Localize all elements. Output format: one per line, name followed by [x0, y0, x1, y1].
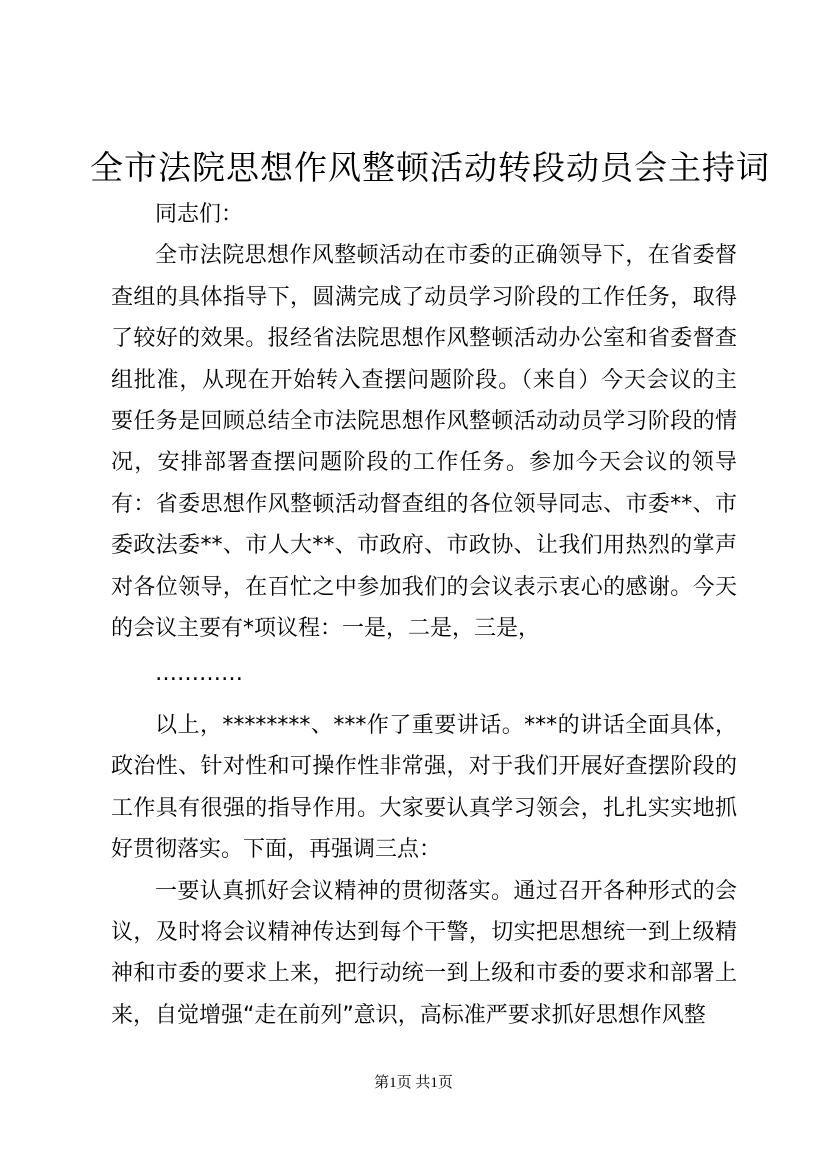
body-paragraph: 以上，********、***作了重要讲话。***的讲话全面具体，政治性、针对性和可操作性非常强，对于我们开展好查摆阶段的工作具有很强的指导作用。大家要认真学习领会，扎扎实实地抓好贯彻落实。下面，再强调三点：: [111, 712, 737, 863]
page-footer: 第1页 共1页: [374, 1075, 453, 1091]
ellipsis-paragraph: …………: [155, 661, 243, 687]
body-paragraph: 一要认真抓好会议精神的贯彻落实。通过召开各种形式的会议，及时将会议精神传达到每个干警，切实把思想统一到上级精神和市委的要求上来，把行动统一到上级和市委的要求和部署上来，自觉增强“走在前列”意识，高标准严要求抓好思想作风整: [111, 878, 737, 1028]
body-paragraph: 全市法院思想作风整顿活动在市委的正确领导下，在省委督查组的具体指导下，圆满完成了动员学习阶段的工作任务，取得了较好的效果。报经省法院思想作风整顿活动办公室和省委督查组批准，从现在开始转入查摆问题阶段。（来自）今天会议的主要任务是回顾总结全市法院思想作风整顿活动动员学习阶段的情况，安排部署查摆问题阶段的工作任务。参加今天会议的领导有：省委思想作风整顿活动督查组的各位领导同志、市委**、市委政法委**、市人大**、市政府、市政协、让我们用热烈的掌声对各位领导，在百忙之中参加我们的会议表示衷心的感谢。今天的会议主要有*项议程：一是，二是，三是，: [111, 243, 737, 642]
document-title: 全市法院思想作风整顿活动转段动员会主持词: [90, 148, 770, 187]
salutation-paragraph: 同志们：: [155, 202, 244, 227]
document-body: [111, 194, 737, 1036]
